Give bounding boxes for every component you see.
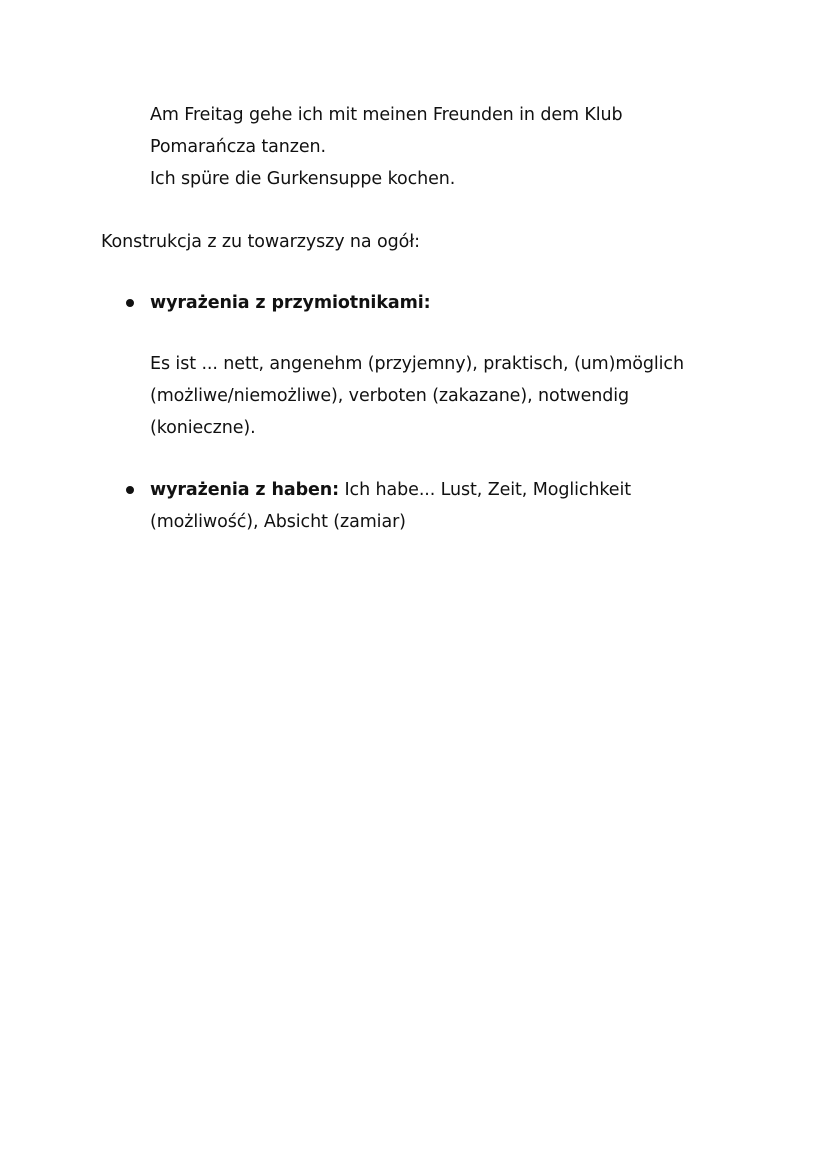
bullet-2-title: wyrażenia z haben: <box>150 480 340 500</box>
bullet-1-title: wyrażenia z przymiotnikami: <box>150 293 431 313</box>
paragraph-line-3: Ich spüre die Gurkensuppe kochen. <box>150 169 456 189</box>
bullet-1-example-line-1: Es ist ... nett, angenehm (przyjemny), praktisch, (um)möglich <box>150 354 684 374</box>
paragraph-line-2: Pomarańcza tanzen. <box>150 137 326 157</box>
bullet-2-line-1 <box>150 478 631 502</box>
bullet-1-example-line-3: (konieczne). <box>150 418 256 438</box>
section-heading: Konstrukcja z zu towarzyszy na ogół: <box>101 232 420 252</box>
bullet-1-example-line-2: (możliwe/niemożliwe), verboten (zakazane), notwendig <box>150 386 630 406</box>
bullet-2-line-2: (możliwość), Absicht (zamiar) <box>150 512 406 532</box>
paragraph-line-1: Am Freitag gehe ich mit meinen Freunden in dem Klub <box>150 105 623 125</box>
bullet-dot-icon <box>126 486 134 494</box>
bullet-dot-icon <box>126 299 134 307</box>
bullet-2-text: Ich habe... Lust, Zeit, Moglichkeit <box>339 480 631 500</box>
